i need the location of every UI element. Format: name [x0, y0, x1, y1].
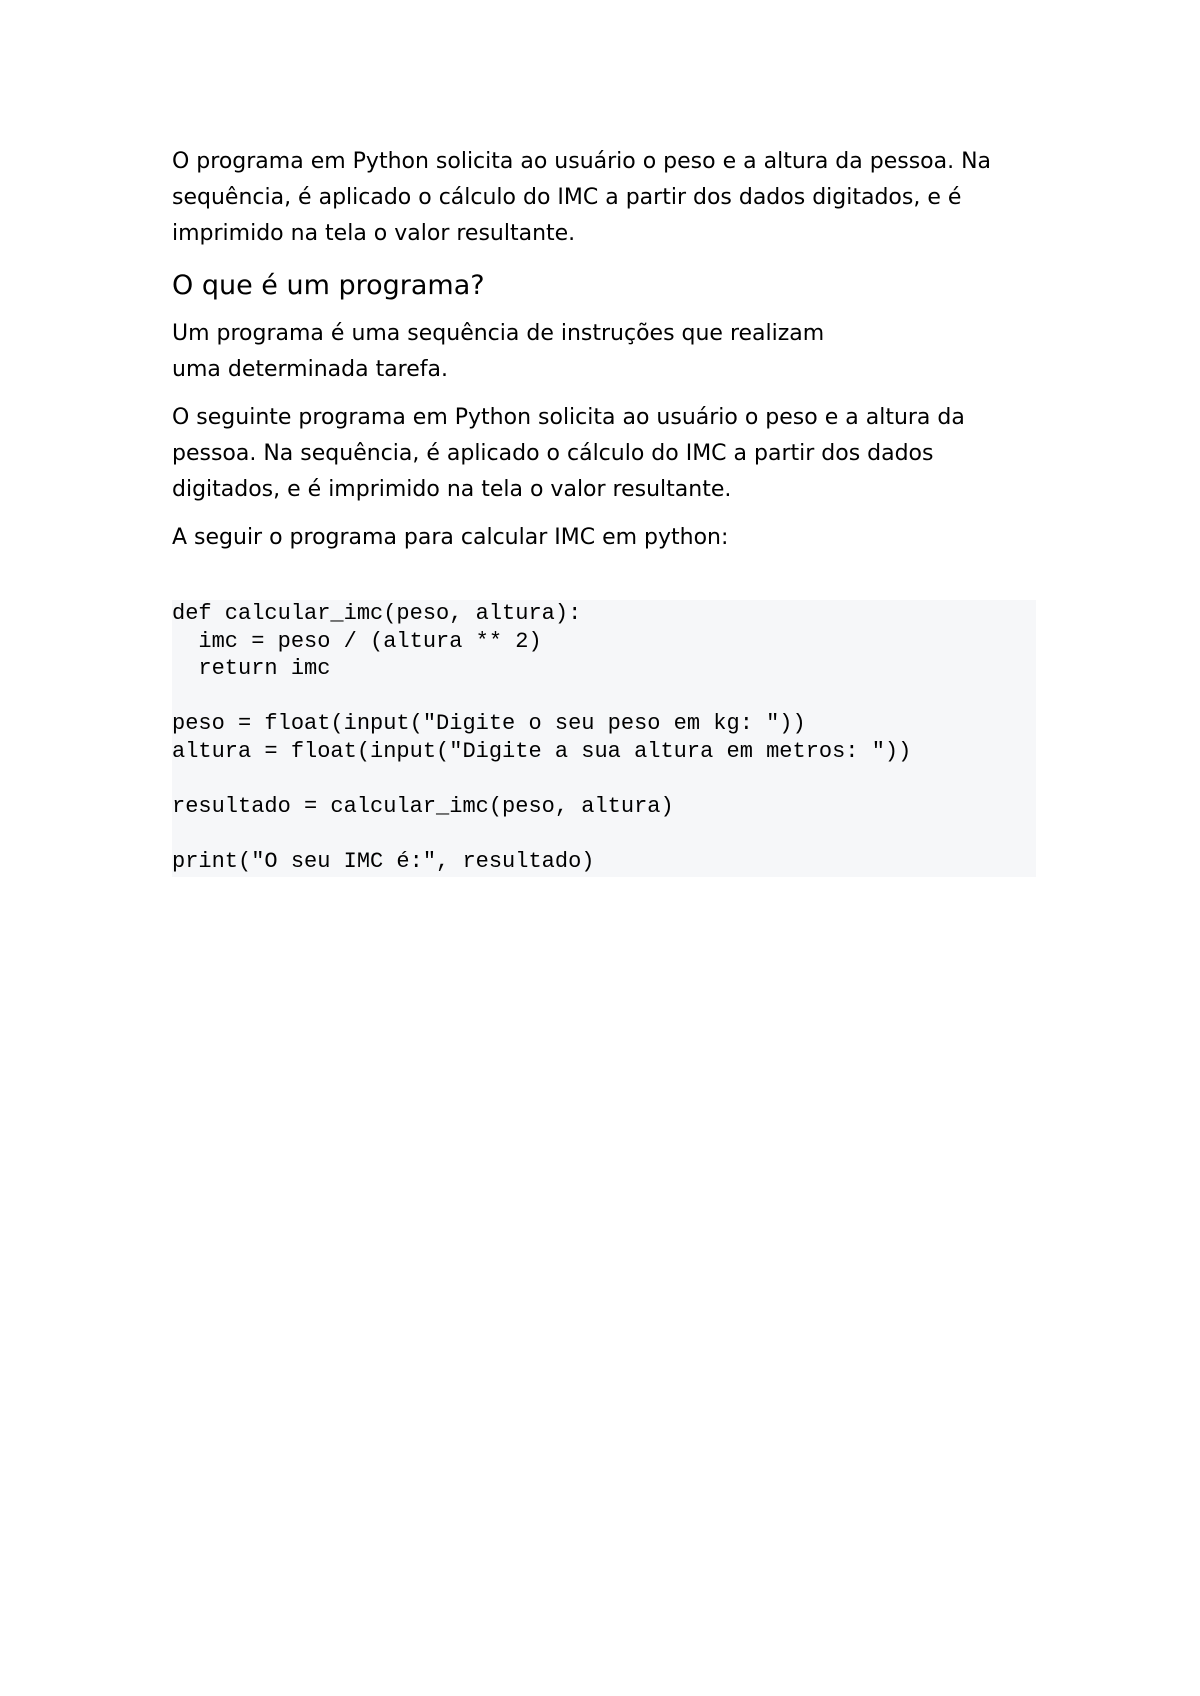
definition-paragraph [172, 316, 1042, 388]
code-line: altura = float(input("Digite a sua altura em metros: ")) [172, 738, 912, 764]
section-heading: O que é um programa? [172, 270, 485, 301]
definition-line: uma determinada tarefa. [172, 357, 448, 382]
code-blank-line [172, 765, 1036, 793]
code-line: def calcular_imc(peso, altura): [172, 601, 582, 626]
intro-line: O programa em Python solicita ao usuário o peso e a altura da pessoa. Na [172, 149, 992, 174]
intro-line: sequência, é aplicado o cálculo do IMC a partir dos dados digitados, e é [172, 185, 962, 210]
intro-line: imprimido na tela o valor resultante. [172, 221, 576, 246]
description-line: O seguinte programa em Python solicita ao usuário o peso e a altura da [172, 405, 965, 430]
code-line: return imc [172, 656, 331, 681]
code-blank-line [172, 820, 1036, 848]
code-blank-line [172, 683, 1036, 711]
lead-in-paragraph: A seguir o programa para calcular IMC em python: [172, 525, 729, 550]
description-paragraph [172, 400, 1042, 508]
code-block [172, 600, 1036, 877]
description-line: digitados, e é imprimido na tela o valor resultante. [172, 477, 732, 502]
code-line: resultado = calcular_imc(peso, altura) [172, 793, 674, 819]
document-page [172, 144, 1042, 877]
code-line: imc = peso / (altura ** 2) [172, 628, 542, 654]
code-line: peso = float(input("Digite o seu peso em kg: ")) [172, 711, 806, 736]
intro-paragraph [172, 144, 1042, 252]
description-line: pessoa. Na sequência, é aplicado o cálculo do IMC a partir dos dados [172, 441, 934, 466]
code-line: print("O seu IMC é:", resultado) [172, 848, 595, 874]
definition-line: Um programa é uma sequência de instruções que realizam [172, 321, 825, 346]
